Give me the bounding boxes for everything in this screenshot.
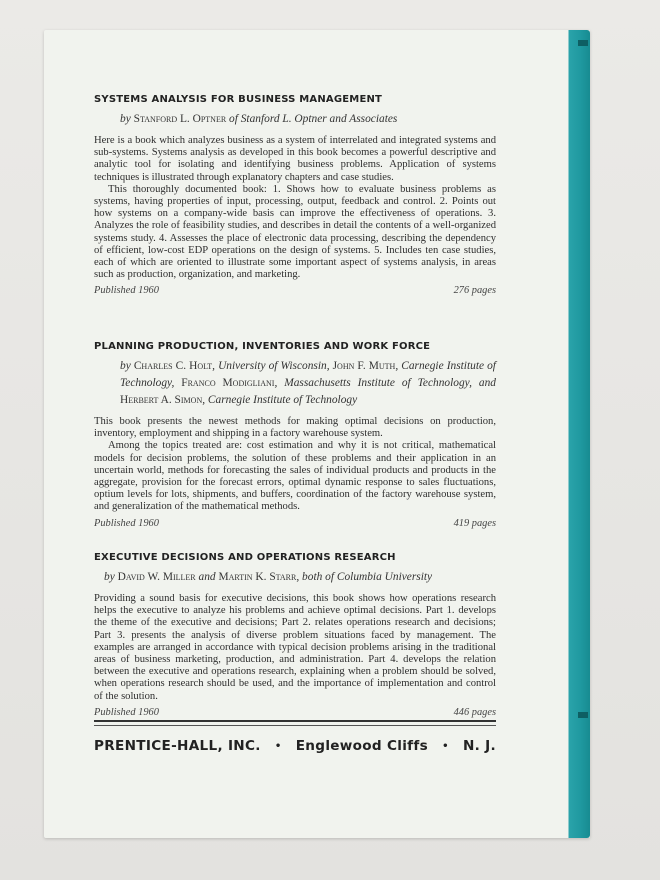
published-date: Published 1960 xyxy=(94,517,159,529)
author-name: Herbert A. Simon xyxy=(120,394,203,406)
book-listing-2 xyxy=(94,341,496,529)
book-listing-1 xyxy=(94,94,496,296)
footer-rule-thin xyxy=(94,725,496,726)
book-description: Here is a book which analyzes business as a system of interrelated and integrated systems and sub-systems. Systems analysis as developed in this book becomes a powerful descriptive and analytic tool for isolating and identifying business problems. Application of systems techniques is illustrated through explanatory chapters and case studies. This thoroughly documented book: 1. Shows how to evaluate business problems as systems, having properties of input, processing, output, feedback and control. 2. Points out how systems on a company-wide basis can improve the effectiveness of operations. 3. Analyzes the role of feasibility studies, and describes in detail the contents of a well-organized systems study. 4. Assesses the place of electronic data processing, describing the dependency of efficient, low-cost EDP operations on the design of systems. 5. Includes ten case studies, each of which are oriented to illustrate some important aspect of systems analysis, in areas such as production, organization, and marketing. xyxy=(94,135,496,281)
publisher-footer xyxy=(94,738,496,754)
bullet-separator: • xyxy=(274,740,282,752)
published-date: Published 1960 xyxy=(94,706,159,718)
book-byline: by Stanford L. Optner of Stanford L. Optner and Associates xyxy=(120,113,398,125)
author-name: John F. Muth xyxy=(332,360,396,372)
author-name: Franco Modigliani xyxy=(181,377,275,389)
book-meta xyxy=(94,285,496,296)
book-byline: by Charles C. Holt, University of Wisconsin, John F. Muth, Carnegie Institute of Technology, Franco Modigliani, Massachusetts Institute of Technology, and Herbert A. Simon, Carnegie Institute of Technology xyxy=(120,360,496,406)
page-count: 276 pages xyxy=(453,285,496,297)
page-count: 419 pages xyxy=(453,517,496,529)
author-name: Stanford L. Optner xyxy=(133,113,227,125)
author-name: Charles C. Holt xyxy=(133,360,213,372)
book-description: Providing a sound basis for executive decisions, this book shows how operations research helps the executive to analyze his problems and achieve optimal decisions. Part 1. develops the theme of the executive and decisions; Part 2. relates operations research and decisions; Part 3. presents the analysis of diverse problem situations faced by management. The examples are arranged in accordance with typical decision problems arising in the traditional areas of business marketing, production, and administration. Part 4. develops the relation between the executive and operations research, explaining when a problem should be solved, when operations research should be used, and the importance of implementation and control of the solution. xyxy=(94,593,496,702)
publisher-city: Englewood Cliffs xyxy=(295,738,429,754)
author-name: Martin K. Starr xyxy=(218,571,297,583)
book-byline: by David W. Miller and Martin K. Starr, both of Columbia University xyxy=(104,571,433,583)
book-title: SYSTEMS ANALYSIS FOR BUSINESS MANAGEMENT xyxy=(94,94,383,105)
publisher-state: N. J. xyxy=(463,738,496,754)
book-title: EXECUTIVE DECISIONS AND OPERATIONS RESEARCH xyxy=(94,552,396,563)
book-meta xyxy=(94,518,496,529)
page-count: 446 pages xyxy=(453,706,496,718)
book-listing-3 xyxy=(94,552,496,718)
author-name: David W. Miller xyxy=(117,571,196,583)
spine-mark-top xyxy=(578,40,588,46)
book-title: PLANNING PRODUCTION, INVENTORIES AND WORK FORCE xyxy=(94,341,431,352)
footer-rule-thick xyxy=(94,720,496,722)
publisher-name: PRENTICE-HALL, INC. xyxy=(94,738,261,754)
published-date: Published 1960 xyxy=(94,285,159,297)
spine-mark-bottom xyxy=(578,712,588,718)
book-description: This book presents the newest methods for making optimal decisions on production, inventory, employment and shipping in a factory warehouse system. Among the topics treated are: cost estimation and why it is not critical, mathematical models for decision problems, the solution of these problems and their application in an uncertain world, methods for forecasting the sales of individual products and products in the aggregate, provision for the forecast errors, optimal dynamic response to sales fluctuations, optium levels for lots, shipments, and buffers, coordination of the factory warehouse system, and generalization of the mathematical methods. xyxy=(94,416,496,513)
book-meta xyxy=(94,707,496,718)
bullet-separator: • xyxy=(442,740,449,752)
